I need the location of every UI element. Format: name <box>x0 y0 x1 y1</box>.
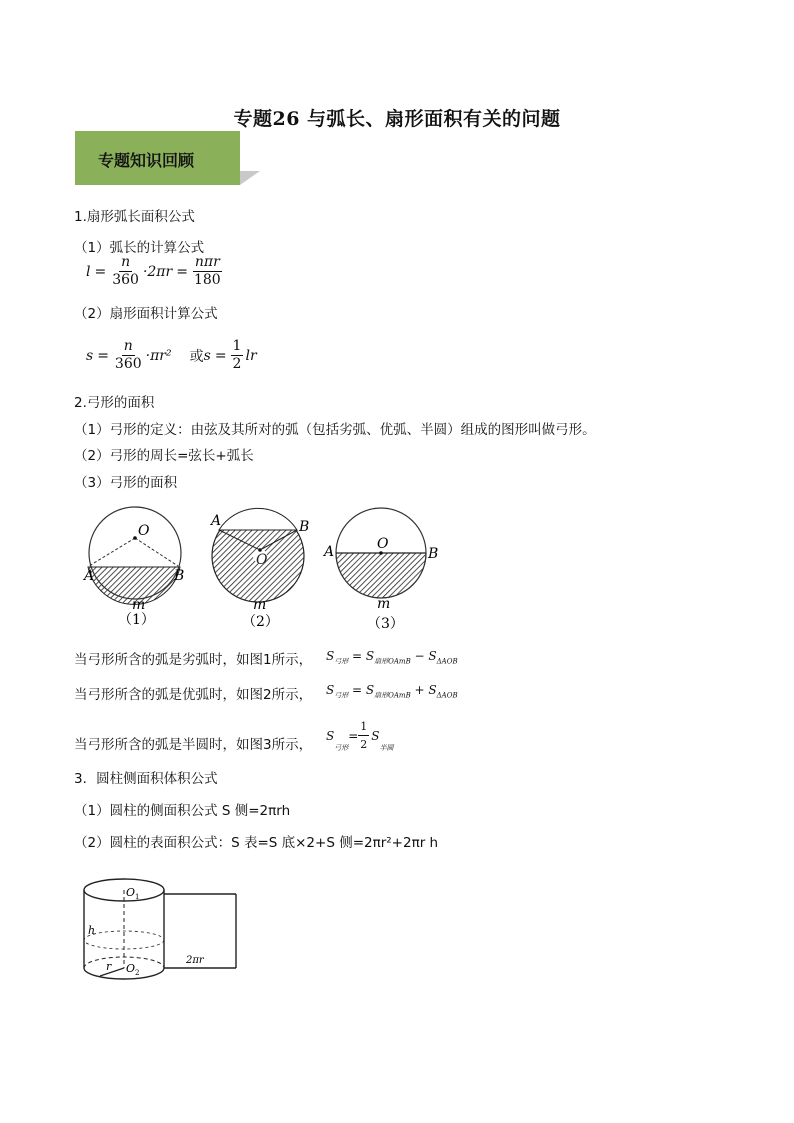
sector-area-formula: s = $\frac{n}{360}$ ·πr² 或 s = $\frac{1}{2}$ lr <box>86 338 257 372</box>
svg-text:B: B <box>428 546 439 562</box>
svg-text:（3）: （3） <box>367 616 404 632</box>
svg-text:A: A <box>324 544 335 560</box>
segment-figures <box>80 498 450 638</box>
svg-text:O: O <box>138 523 150 539</box>
fraction-n-360: $\frac{n}{360}$ <box>112 254 139 288</box>
segment-definition: （1）弓形的定义：由弦及其所对的弧（包括劣弧、优弧、半圆）组成的图形叫做弓形。 <box>74 422 596 438</box>
case2-formula: $S_{弓形} = S_{扇形OAmB} + S_{\Delta AOB}$ <box>326 683 458 700</box>
case3-formula: S 弓形 = $\frac{1}{2}$ S 半圆 <box>326 720 394 752</box>
banner-label: 专题知识回顾 <box>98 151 195 170</box>
arc-length-formula: l = $\frac{n}{360}$ ·2πr = $\frac{\text{nπr}}{180}$ <box>86 254 221 288</box>
section1-heading: 1.扇形弧长面积公式 <box>74 209 195 225</box>
svg-text:（1）: （1） <box>118 612 155 628</box>
cylinder-surface-area: （2）圆柱的表面积公式：S 表=S 底×2+S 侧=2πr²+2πr h <box>74 835 439 851</box>
svg-text:B: B <box>299 519 310 535</box>
svg-text:O: O <box>256 552 268 568</box>
svg-text:m: m <box>253 597 267 613</box>
segment-area-label: （3）弓形的面积 <box>74 475 178 491</box>
segment-perimeter: （2）弓形的周长=弦长+弧长 <box>74 448 254 464</box>
svg-text:O: O <box>377 536 389 552</box>
arc-length-label: （1）弧长的计算公式 <box>74 240 205 256</box>
svg-text:O: O <box>126 962 136 975</box>
case1-formula: $S_{弓形} = S_{扇形OAmB} - S_{\Delta AOB}$ <box>326 649 458 666</box>
page-title: 专题26 与弧长、扇形面积有关的问题 <box>233 108 561 130</box>
svg-text:2πr: 2πr <box>186 955 204 966</box>
case1-text: 当弓形所含的弧是劣弧时，如图1所示， <box>74 652 313 668</box>
cylinder-figure <box>78 872 248 992</box>
case3-text: 当弓形所含的弧是半圆时，如图3所示， <box>74 737 313 753</box>
svg-text:m: m <box>377 596 391 612</box>
svg-text:O: O <box>126 886 136 899</box>
fraction-npr-180: $\frac{\text{nπr}}{180}$ <box>193 254 221 288</box>
svg-text:A: A <box>84 568 95 584</box>
figure-1-minor-segment <box>88 507 181 604</box>
svg-text:2: 2 <box>135 969 140 977</box>
cylinder-lateral-area: （1）圆柱的侧面积公式 S 侧=2πrh <box>74 803 291 819</box>
var-l: l <box>86 263 91 280</box>
figure-3-semicircle-segment <box>336 508 426 598</box>
sector-area-label: （2）扇形面积计算公式 <box>74 306 218 322</box>
svg-text:A: A <box>211 513 222 529</box>
section3-heading: 3．圆柱侧面积体积公式 <box>74 771 218 787</box>
svg-text:B: B <box>174 568 185 584</box>
svg-text:1: 1 <box>135 893 140 901</box>
section2-heading: 2.弓形的面积 <box>74 395 155 411</box>
svg-text:m: m <box>132 597 146 613</box>
svg-text:（2）: （2） <box>242 614 279 630</box>
case2-text: 当弓形所含的弧是优弧时，如图2所示， <box>74 687 313 703</box>
svg-text:r: r <box>106 960 112 973</box>
svg-text:h: h <box>88 924 96 937</box>
